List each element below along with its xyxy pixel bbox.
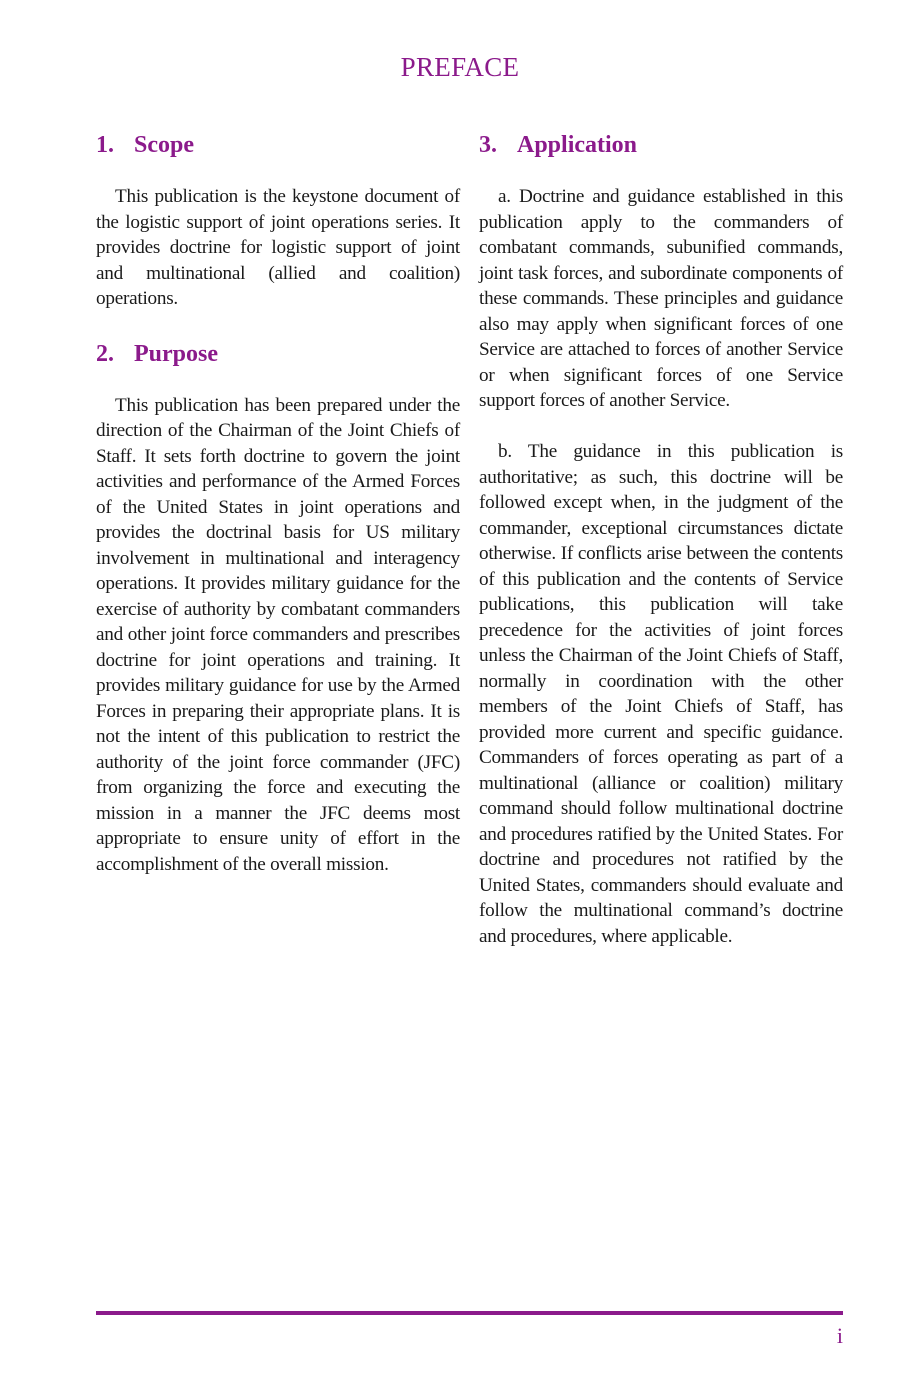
section-heading-scope [96,128,460,162]
section-number: 3. [479,132,497,158]
section-purpose [96,337,460,878]
left-column [96,128,460,877]
section-title: Purpose [134,340,218,367]
section-title: Application [517,132,638,158]
section-heading-purpose [96,337,460,371]
section-number: 2. [96,340,114,367]
section-application [479,128,843,949]
footer-rule [96,1311,843,1315]
application-paragraph-a: a. Doctrine and guidance established in this publication apply to the commanders of combatant commands, subunified commands, joint task forces, and subordinate components of these commands. These principles and guidance also may apply when significant forces of one Service are attached to forces of another Service or when significant forces of one Service support forces of another Service. [479,186,843,411]
scope-paragraph: This publication is the keystone document of the logistic support of joint operations series. It provides doctrine for logistic support of joint and multinational (allied and coalition) operations. [96,186,460,309]
section-number: 1. [96,132,114,158]
section-scope [96,128,460,312]
purpose-paragraph: This publication has been prepared under the direction of the Chairman of the Joint Chiefs of Staff. It sets forth doctrine to govern the joint activities and performance of the Armed Forces of the United States in joint operations and provides the doctrinal basis for US military involvement in multinational and interagency operations. It provides military guidance for the exercise of authority by combatant commanders and other joint force commanders and prescribes doctrine for joint operations and training. It provides military guidance for use by the Armed Forces in preparing their appropriate plans. It is not the intent of this publication to restrict the authority of the joint force commander (JFC) from organizing the force and executing the mission in a manner the JFC deems most appropriate to ensure unity of effort in the accomplishment of the overall mission. [96,394,460,875]
section-heading-application [479,128,843,162]
right-column [479,128,843,949]
application-paragraph-b: b. The guidance in this publication is authoritative; as such, this doctrine will be followed except when, in the judgment of the commander, exceptional circumstances dictate otherwise. If conflicts arise between the contents of this publication and the contents of Service publications, this publication will take precedence for the activities of joint forces unless the Chairman of the Joint Chiefs of Staff, normally in coordination with the other members of the Joint Chiefs of Staff, has provided more current and specific guidance. Commanders of forces operating as part of a multinational (alliance or coalition) military command should follow multinational doctrine and procedures ratified by the United States. For doctrine and procedures not ratified by the United States, commanders should evaluate and follow the multinational command’s doctrine and procedures, where applicable. [479,441,843,947]
page-number: i [836,1323,843,1348]
section-title: Scope [134,132,194,158]
page-title: PREFACE [400,52,520,82]
